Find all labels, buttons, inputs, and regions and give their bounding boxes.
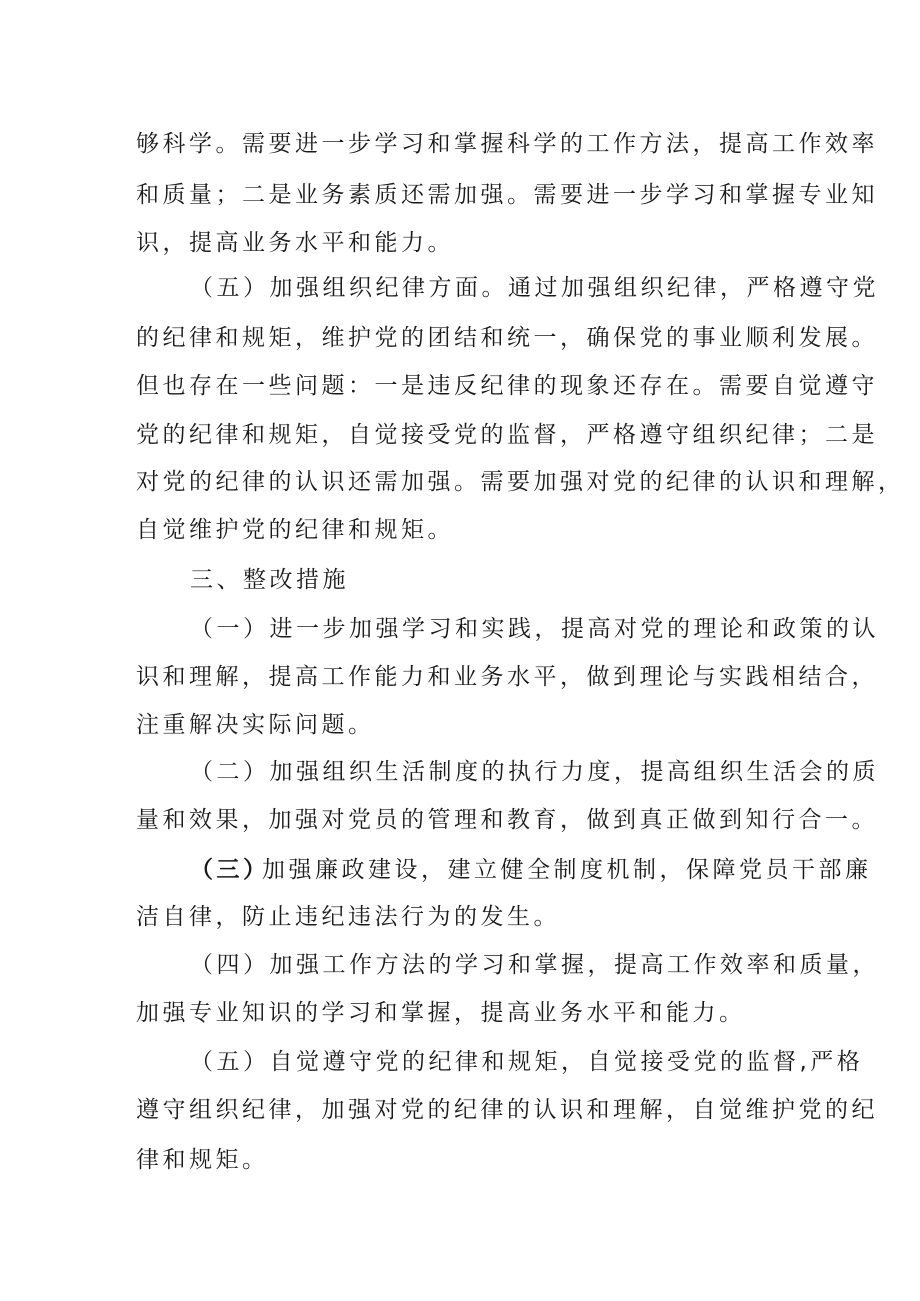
text-line: 律和规矩。: [136, 1147, 269, 1173]
section-heading: 三、整改措施: [190, 567, 349, 593]
text-line: 加强廉政建设，建立健全制度机制，保障党员干部廉: [262, 857, 872, 883]
text-line: 遵守组织纪律，加强对党的纪律的认识和理解，自觉维护党的纪: [136, 1097, 878, 1123]
text-line: 和质量；二是业务素质还需加强。需要进一步学习和掌握专业知: [136, 182, 878, 208]
text-line: （五）自觉遵守党的纪律和规矩，自觉接受党的监督,严格: [190, 1049, 864, 1075]
text-line: 但也存在一些问题：一是违反纪律的现象还存在。需要自觉遵守: [136, 373, 878, 399]
text-line: （五）加强组织纪律方面。通过加强组织纪律，严格遵守党: [190, 275, 879, 301]
text-line: 量和效果，加强对党员的管理和教育，做到真正做到知行合一。: [136, 807, 878, 833]
text-line: 加强专业知识的学习和掌握，提高业务水平和能力。: [136, 1000, 746, 1026]
text-line: 自觉维护党的纪律和规矩。: [136, 517, 454, 543]
text-line: 识和理解，提高工作能力和业务水平，做到理论与实践相结合，: [136, 664, 878, 690]
text-line: 识，提高业务水平和能力。: [136, 230, 454, 256]
text-line: 对党的纪律的认识还需加强。需要加强对党的纪律的认识和理解，: [136, 469, 905, 495]
text-line: （一）进一步加强学习和实践，提高对党的理论和政策的认: [190, 616, 879, 642]
text-line: 注重解决实际问题。: [136, 712, 375, 738]
text-line: 的纪律和规矩，维护党的团结和统一，确保党的事业顺利发展。: [136, 325, 878, 351]
text-line: （二）加强组织生活制度的执行力度，提高组织生活会的质: [190, 759, 879, 785]
text-line: 洁自律，防止违纪违法行为的发生。: [136, 904, 560, 930]
item-number: （三）: [190, 857, 270, 883]
text-line: （四）加强工作方法的学习和掌握，提高工作效率和质量，: [190, 952, 879, 978]
text-line: 党的纪律和规矩，自觉接受党的监督，严格遵守组织纪律；二是: [136, 422, 878, 448]
text-line: 够科学。需要进一步学习和掌握科学的工作方法，提高工作效率: [136, 131, 878, 157]
